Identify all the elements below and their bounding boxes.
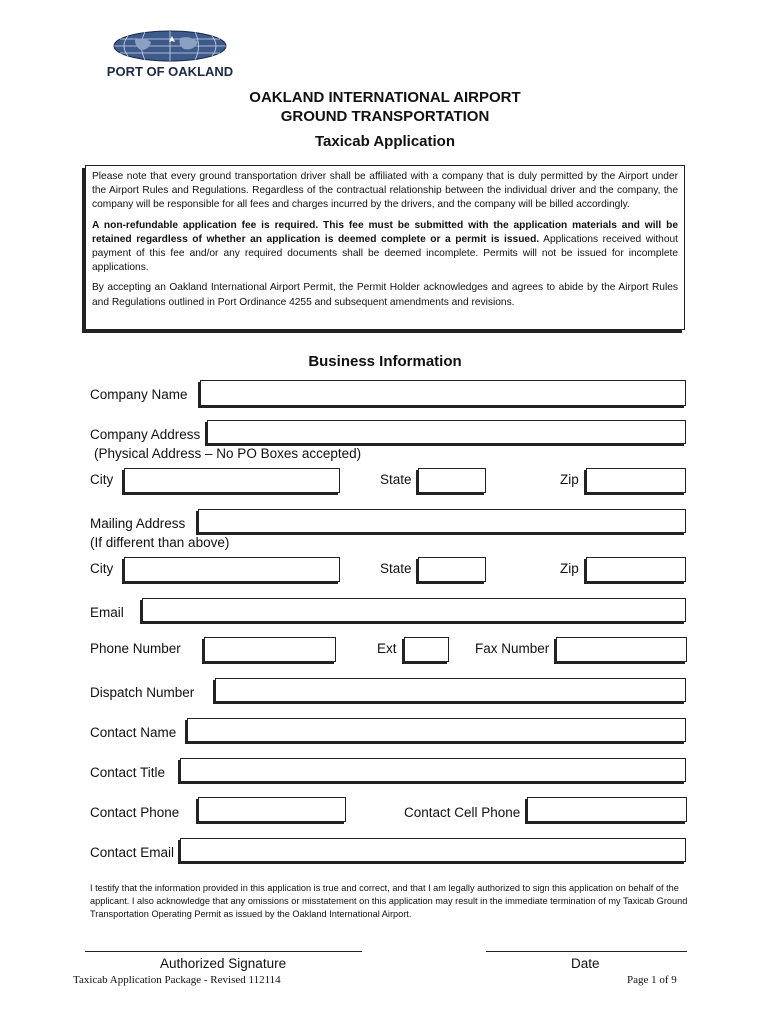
- footer-package: Taxicab Application Package - Revised 112114: [73, 974, 281, 986]
- ext-label: Ext: [377, 641, 397, 656]
- footer-page-number: Page 1 of 9: [627, 974, 677, 986]
- business-section-title: Business Information: [308, 353, 462, 370]
- notice-box: [85, 165, 685, 330]
- logo-org-name: PORT OF OAKLAND: [106, 64, 234, 79]
- zip-label: Zip: [560, 472, 579, 487]
- contact-name-field[interactable]: [187, 718, 686, 742]
- state-label: State: [380, 472, 412, 487]
- notice-paragraph-2: [92, 219, 678, 276]
- mailing-city-label: City: [90, 561, 114, 576]
- authorized-signature-label: Authorized Signature: [160, 956, 287, 971]
- city-input[interactable]: [125, 469, 339, 492]
- email-field[interactable]: [142, 598, 686, 622]
- header-line2: GROUND TRANSPORTATION: [280, 108, 490, 125]
- mailing-state-input[interactable]: [419, 558, 485, 581]
- contact-cell-phone-field[interactable]: [527, 797, 687, 822]
- header-line1: OAKLAND INTERNATIONAL AIRPORT: [249, 89, 521, 106]
- contact-email-label: Contact Email: [90, 845, 175, 860]
- date-label: Date: [571, 956, 600, 971]
- mailing-zip-field[interactable]: [586, 557, 686, 582]
- dispatch-number-input[interactable]: [216, 679, 685, 701]
- contact-phone-field[interactable]: [198, 797, 346, 822]
- mailing-address-note: (If different than above): [90, 535, 230, 550]
- mailing-state-field[interactable]: [418, 557, 486, 582]
- fax-number-label: Fax Number: [475, 641, 550, 656]
- mailing-address-input[interactable]: [199, 510, 685, 532]
- city-field[interactable]: [124, 468, 340, 493]
- mailing-city-input[interactable]: [125, 558, 339, 581]
- phone-number-input[interactable]: [205, 638, 335, 661]
- company-name-field[interactable]: [200, 380, 686, 406]
- page-title: Taxicab Application: [314, 133, 456, 150]
- contact-email-input[interactable]: [181, 839, 685, 861]
- zip-field[interactable]: [586, 468, 686, 493]
- company-address-field[interactable]: [207, 420, 686, 444]
- phone-number-label: Phone Number: [90, 641, 181, 656]
- dispatch-number-label: Dispatch Number: [90, 685, 195, 700]
- contact-cell-phone-input[interactable]: [528, 798, 686, 821]
- notice-fee-rest: Applications received without payment of this fee and/or any required documents shall be deemed incomplete. Permits will not be issued for incomplete applications.: [92, 233, 679, 274]
- state-input[interactable]: [419, 469, 485, 492]
- contact-title-label: Contact Title: [90, 765, 166, 780]
- attestation-text: I testify that the information provided in this application is true and correct, and that I am legally authorized to sign this application on behalf of the applicant. I also acknowledge that any omissions or misstatement on this application may result in the immediate termination of my Taxicab Ground Transportation Operating Permit as issued by the Oakland International Airport.: [90, 883, 688, 919]
- contact-title-field[interactable]: [180, 758, 686, 782]
- ext-field[interactable]: [404, 637, 449, 662]
- city-label: City: [90, 472, 114, 487]
- notice-paragraph-3: By accepting an Oakland International Airport Permit, the Permit Holder acknowledges and agrees to abide by the Airport Rules and Regulations outlined in Port Ordinance 4255 and subsequent amendments and revisions.: [92, 282, 678, 308]
- contact-name-input[interactable]: [188, 719, 685, 741]
- contact-email-field[interactable]: [180, 838, 686, 862]
- zip-input[interactable]: [587, 469, 685, 492]
- globe-logo-icon: [100, 30, 240, 64]
- dispatch-number-field[interactable]: [215, 678, 686, 702]
- notice-fee-bold: A non-refundable application fee is required. This fee must be submitted with the application materials and will be retained regardless of whether an application is deemed complete or a permit is issued.: [92, 219, 678, 245]
- contact-name-label: Contact Name: [90, 725, 177, 740]
- contact-title-input[interactable]: [181, 759, 685, 781]
- phone-number-field[interactable]: [204, 637, 336, 662]
- date-line[interactable]: [486, 951, 687, 952]
- ext-input[interactable]: [405, 638, 448, 661]
- mailing-zip-input[interactable]: [587, 558, 685, 581]
- mailing-state-label: State: [380, 561, 412, 576]
- contact-cell-phone-label: Contact Cell Phone: [404, 805, 521, 820]
- notice-paragraph-1: Please note that every ground transportation driver shall be affiliated with a company that is duly permitted by the Airport under the Airport Rules and Regulations. Regardless of the contractual relationship between the individual driver and the company, the company will be responsible for all fees and charges incurred by the drivers, and the company will be billed accordingly.: [92, 171, 678, 211]
- mailing-address-label: Mailing Address: [90, 516, 186, 531]
- email-label: Email: [90, 605, 124, 620]
- contact-phone-input[interactable]: [199, 798, 345, 821]
- signature-line[interactable]: [85, 951, 362, 952]
- fax-number-field[interactable]: [556, 637, 687, 662]
- fax-number-input[interactable]: [557, 638, 686, 661]
- contact-phone-label: Contact Phone: [90, 805, 180, 820]
- company-address-label: Company Address: [90, 427, 201, 442]
- company-address-note: (Physical Address – No PO Boxes accepted): [94, 446, 362, 461]
- company-name-input[interactable]: [201, 381, 685, 405]
- mailing-address-field[interactable]: [198, 509, 686, 533]
- state-field[interactable]: [418, 468, 486, 493]
- email-input[interactable]: [143, 599, 685, 621]
- mailing-zip-label: Zip: [560, 561, 579, 576]
- company-name-label: Company Name: [90, 387, 188, 402]
- company-address-input[interactable]: [208, 421, 685, 443]
- mailing-city-field[interactable]: [124, 557, 340, 582]
